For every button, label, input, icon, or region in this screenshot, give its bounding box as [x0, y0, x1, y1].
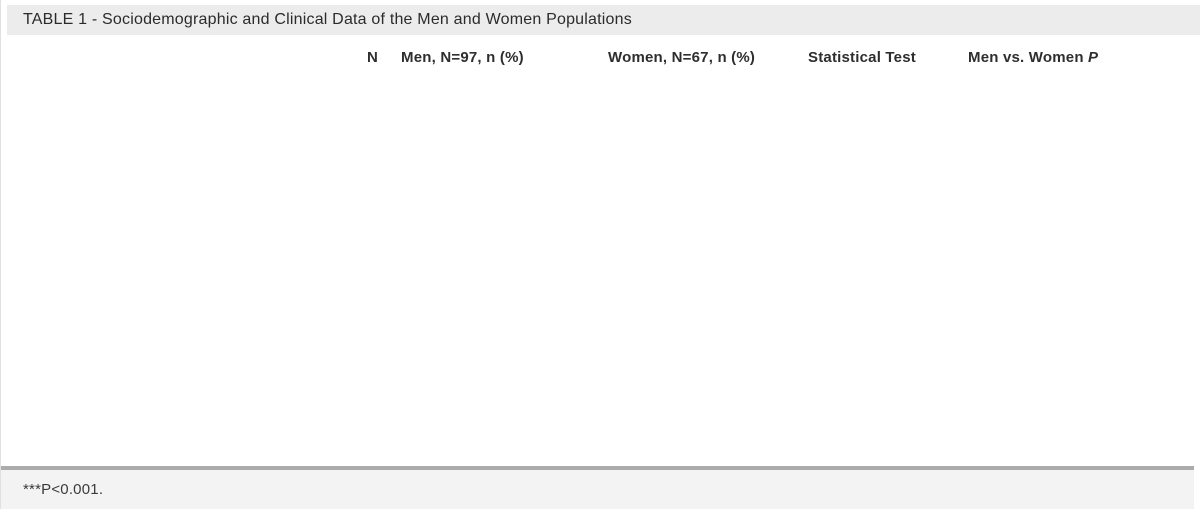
sociodemographic-table [7, 35, 1195, 72]
header-p-symbol: P [1088, 49, 1099, 66]
header-p-prefix: Men vs. Women [968, 49, 1089, 66]
significance-footnote: ***P<0.001. [1, 470, 1194, 509]
header-n: N [366, 49, 378, 66]
table-title: TABLE 1 - Sociodemographic and Clinical Data of the Men and Women Populations [7, 5, 1200, 35]
table-footer [1, 466, 1194, 509]
header-women: Women, N=67, n (%) [608, 49, 756, 66]
header-label [7, 35, 339, 72]
header-statistical-test: Statistical Test [808, 49, 916, 66]
table-header-row [7, 35, 1195, 72]
header-men: Men, N=97, n (%) [401, 49, 524, 66]
header-p-value [968, 35, 1195, 72]
